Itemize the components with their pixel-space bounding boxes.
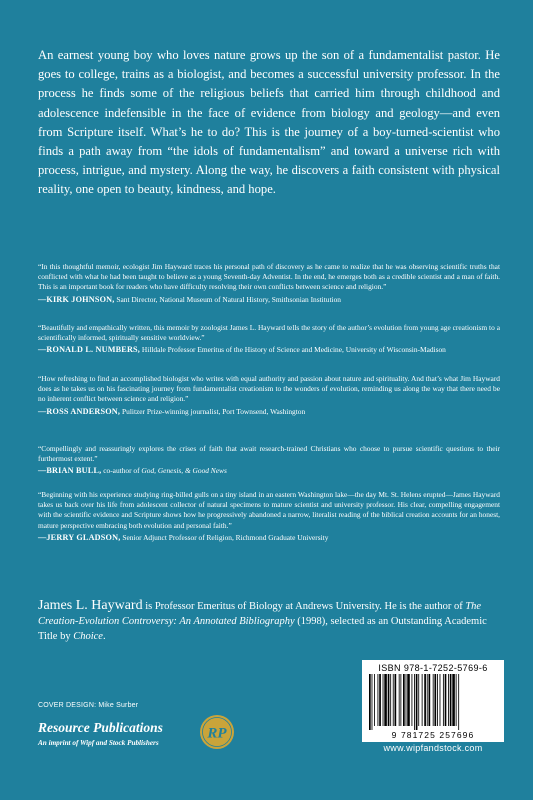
endorsement-johnson (38, 262, 500, 305)
bio-award-source: Choice (73, 631, 103, 642)
author-bio (38, 598, 500, 644)
endorser-affiliation: Senior Adjunct Professor of Religion, Richmond Graduate University (122, 532, 329, 542)
endorser-book-title: God, Genesis, & Good News (141, 466, 227, 476)
barcode-digits: 9 781725 257696 (391, 730, 475, 740)
publisher-logo (38, 720, 268, 760)
endorsement-gladson (38, 490, 500, 543)
bio-text: is Professor Emeritus of Biology at Andrews University. He is the author of (142, 601, 466, 612)
endorser-name: —KIRK JOHNSON, (38, 294, 115, 304)
rp-seal-icon (199, 714, 235, 750)
endorsement-numbers (38, 323, 500, 356)
bio-text: . (102, 631, 106, 642)
isbn-barcode (362, 660, 504, 742)
publisher-name: Resource Publications (38, 720, 163, 735)
endorsement-quote: “Compellingly and reassuringly explores the crises of faith that await research-trained Christians who choose to pursue scientific questions to their furthermost extent.” (38, 444, 500, 464)
endorser-credit (38, 295, 500, 305)
endorsement-quote: “Beautifully and empathically written, this memoir by zoologist James L. Hayward tells the story of the author’s evolution from young age creationism to a scientifically informed, spiritually sensitive worldview.” (38, 323, 500, 343)
endorsement-quote: “Beginning with his experience studying ring-billed gulls on a tiny island in an eastern Washington lake—the day Mt. St. Helens erupted—James Hayward takes us back over his life from adolescent collector of natural specimens to mature scientist and university professor. His clear, compelling engagement with the scientific evidence and Scripture shows how he progressively abandoned a narrow, literalist reading of the biblical creation accounts for an honest, mature perspective embracing both evolution and personal faith.” (38, 490, 500, 530)
endorsement-quote: “How refreshing to find an accomplished biologist who writes with equal authority and passion about nature and spirituality. And that’s what Jim Hayward does as he takes us on his fascinating journey from fundamentalist creationism to the wonders of evolution, reminding us along the way that there need be no inherent conflict between science and religion.” (38, 374, 500, 404)
endorser-name: —RONALD L. NUMBERS, (38, 345, 141, 355)
bio-book-title: The Creation-Evolution Controversy: An Annotated Bibliography (38, 601, 482, 627)
bio-text: (1998), selected as an Outstanding Academic Title by (38, 616, 487, 642)
endorser-credit (38, 407, 500, 417)
endorsement-bull (38, 444, 500, 477)
cover-design-credit: COVER DESIGN: Mike Surber (38, 702, 139, 709)
endorser-affiliation: Sant Director, National Museum of Natural History, Smithsonian Institution (116, 294, 341, 304)
endorser-affiliation: Hilldale Professor Emeritus of the History of Science and Medicine, University of Wisconsin-Madison (141, 345, 446, 355)
isbn-number: ISBN 978-1-7252-5769-6 (378, 663, 488, 673)
publisher-website: www.wipfandstock.com (383, 743, 483, 753)
endorsement-quote: “In this thoughtful memoir, ecologist Jim Hayward traces his personal path of discovery as he came to realize that he was observing scientific truths that conflicted with what he had been taught to believe as a young Seventh-day Adventist. In the end, he emerges both as a credible scientist and a man of faith. This is an important book for readers who have difficulty resolving their own conflicts between science and religion.” (38, 262, 500, 292)
endorser-name: —BRIAN BULL, (38, 466, 102, 476)
endorsement-anderson (38, 374, 500, 417)
barcode-bars (369, 674, 497, 730)
endorser-name: —ROSS ANDERSON, (38, 406, 121, 416)
endorser-credit (38, 533, 500, 543)
rp-seal-text: RP (207, 725, 227, 742)
author-name: James L. Hayward (38, 598, 143, 613)
endorser-affiliation: Pulitzer Prize-winning journalist, Port Townsend, Washington (122, 406, 306, 416)
endorser-affiliation: co-author of (103, 466, 140, 476)
endorser-credit (38, 466, 500, 476)
endorser-credit (38, 345, 500, 355)
publisher-imprint: An imprint of Wipf and Stock Publishers (38, 739, 159, 747)
book-blurb: An earnest young boy who loves nature grows up the son of a fundamentalist pastor. He goes to college, trains as a biologist, and becomes a successful university professor. In the process he finds some of the religious beliefs that carried him through childhood and adolescence indefensible in the face of evidence from biology and geology—and even from Scripture itself. What’s he to do? This is the journey of a boy-turned-scientist who finds a path away from “the idols of fundamentalism” and toward a universe rich with process, intrigue, and mystery. Along the way, he discovers a faith consistent with physical reality, one open to beauty, kindness, and hope. (38, 48, 500, 197)
endorser-name: —JERRY GLADSON, (38, 532, 121, 542)
